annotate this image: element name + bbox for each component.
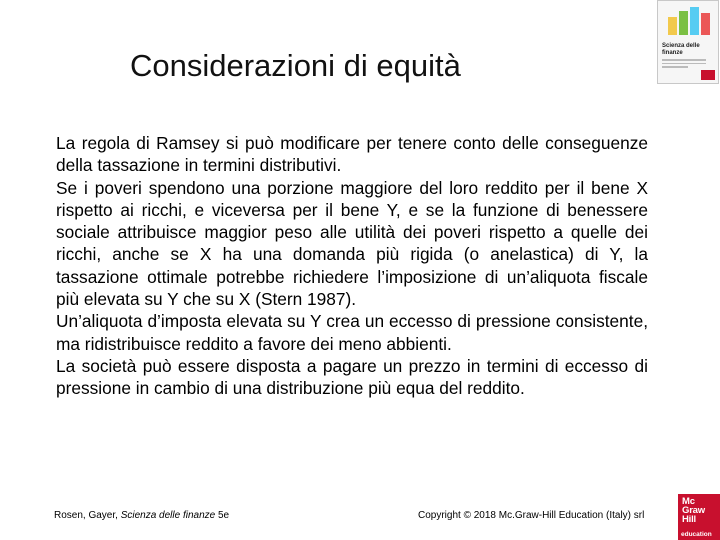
book-cover-thumbnail [657,0,719,84]
slide-title: Considerazioni di equità [130,48,461,83]
logo-wordmark: Mc Graw Hill [682,496,705,525]
mcgraw-hill-education-logo [678,494,720,540]
logo-education-label: education [681,531,712,538]
citation-edition: 5e [215,510,230,521]
footer-citation [54,510,229,521]
slide-body [56,132,648,400]
citation-book: Scienza delle finanze [120,510,216,521]
footer-copyright: Copyright © 2018 Mc.Graw-Hill Education (Italy) srl [418,510,645,521]
paragraph-ramsey-rule: La regola di Ramsey si può modificare per tenere conto delle conseguenze della tassazione in termini distributivi. [56,133,648,176]
paragraph-tax-rate: Un’aliquota d’imposta elevata su Y crea un eccesso di pressione consistente, ma ridistribuisce reddito a favore dei meno abbienti. [56,311,648,354]
cover-text-lines [662,59,706,69]
paragraph-society-price: La società può essere disposta a pagare un prezzo in termini di eccesso di pressione in cambio di una distribuzione più equa del reddito. [56,355,648,399]
cover-art-icon [660,3,716,39]
cover-publisher-mark [701,70,715,80]
citation-authors: Rosen, Gayer, [54,510,121,521]
cover-title: Scienza delle finanze [662,43,700,56]
paragraph-poor-rich: Se i poveri spendono una porzione maggiore del loro reddito per il bene X rispetto ai ricchi, e viceversa per il bene Y, e se la funzione di benessere sociale attribuisce maggior peso alle utilità dei poveri rispetto a quelle dei ricchi, anche se X ha una domanda più rigida (o anelastica) di Y, la tassazione ottimale potrebbe richiedere l’imposizione di un’aliquota fiscale più elevata su Y che su X (Stern 1987). [56,177,648,310]
